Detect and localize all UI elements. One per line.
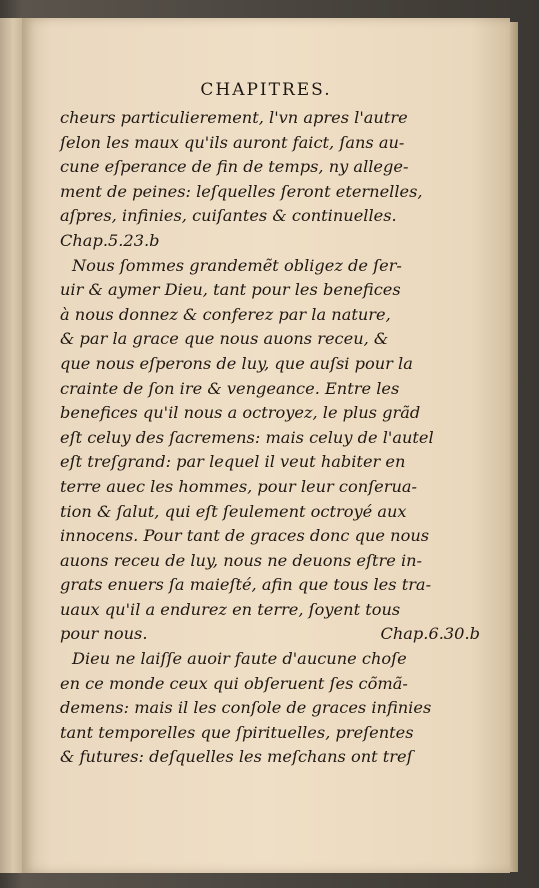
text-line: & par la grace que nous auons receu, & bbox=[60, 329, 389, 349]
text-line: en ce monde ceux qui obſeruent ſes cõmã- bbox=[60, 673, 408, 693]
text-line: & futures: deſquelles les meſchans ont treſ bbox=[60, 747, 413, 767]
paragraph-start: Nous ſommes grandemẽt obligez de ſer- bbox=[72, 255, 402, 275]
text-line: uaux qu'il a endurez en terre, ſoyent tous bbox=[60, 599, 401, 619]
text-line: tant temporelles que ſpirituelles, preſentes bbox=[60, 722, 414, 742]
text-line: terre auec les hommes, pour leur conſerua- bbox=[60, 476, 417, 496]
text-line: tion & ſalut, qui eſt ſeulement octroyé aux bbox=[60, 501, 407, 521]
text-fragment: pour nous. bbox=[60, 624, 148, 644]
text-line: eſt treſgrand: par lequel il veut habiter en bbox=[60, 452, 406, 472]
text-line: innocens. Pour tant de graces donc que nous bbox=[60, 526, 430, 546]
text-line: à nous donnez & conferez par la nature, bbox=[60, 304, 391, 324]
text-line: eſt celuy des ſacremens: mais celuy de l'autel bbox=[60, 427, 434, 447]
text-line: aſpres, infinies, cuiſantes & continuelles. bbox=[60, 206, 397, 226]
chapter-reference: Chap.5.23.b bbox=[60, 230, 160, 250]
text-line: cheurs particulierement, l'vn apres l'autre bbox=[60, 108, 408, 127]
text-line: ment de peines: leſquelles ſeront eternelles, bbox=[60, 181, 423, 201]
text-line: que nous eſperons de luy, que auſsi pour la bbox=[60, 353, 413, 373]
book-page bbox=[22, 18, 510, 873]
chapter-reference: Chap.6.30.b bbox=[380, 624, 480, 644]
running-head: CHAPITRES. bbox=[200, 80, 332, 100]
text-line: demens: mais il les conſole de graces infinies bbox=[60, 698, 432, 718]
paragraph-start: Dieu ne laiſſe auoir faute d'aucune choſe bbox=[72, 649, 407, 669]
text-line: cune eſperance de fin de temps, ny allege- bbox=[60, 157, 409, 177]
text-line: crainte de ſon ire & vengeance. Entre les bbox=[60, 378, 400, 398]
text-line: uir & aymer Dieu, tant pour les benefices bbox=[60, 280, 401, 300]
page-fore-edge bbox=[510, 22, 518, 872]
text-line: ſelon les maux qu'ils auront faict, ſans au- bbox=[60, 132, 405, 152]
text-line: grats enuers ſa maieſté, afin que tous les tra- bbox=[60, 575, 432, 595]
text-line: benefices qu'il nous a octroyez, le plus grãd bbox=[60, 403, 421, 423]
body-text bbox=[60, 106, 480, 770]
text-line-with-reference bbox=[60, 622, 480, 647]
facing-page-edge bbox=[0, 18, 23, 873]
text-line: auons receu de luy, nous ne deuons eſtre in- bbox=[60, 550, 423, 570]
